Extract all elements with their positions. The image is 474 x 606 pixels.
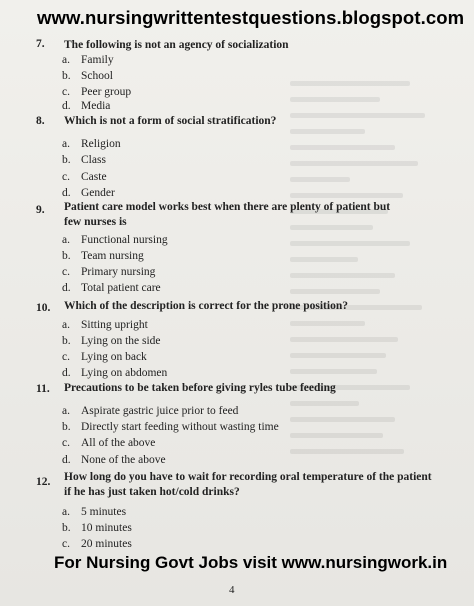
option: b. School [62, 70, 113, 82]
option: c. All of the above [62, 437, 156, 449]
option: b. Class [62, 154, 106, 166]
option: b. Lying on the side [62, 335, 161, 347]
question-text: How long do you have to wait for recording oral temperature of the patient if he has just taken hot/cold drinks? [64, 471, 432, 498]
question-number: 9. [36, 204, 45, 216]
option: d. Gender [62, 187, 115, 199]
option: b. Directly start feeding without wasting time [62, 421, 279, 433]
option: b. 10 minutes [62, 522, 132, 534]
option: a. Aspirate gastric juice prior to feed [62, 405, 239, 417]
show-through-text [290, 70, 440, 490]
option: c. 20 minutes [62, 538, 132, 550]
option: c. Lying on back [62, 351, 147, 363]
option: a. Religion [62, 138, 121, 150]
option: c. Peer group [62, 86, 132, 98]
option: d. None of the above [62, 454, 166, 466]
option: a. Functional nursing [62, 234, 168, 246]
option: a. 5 minutes [62, 506, 127, 518]
question-text: Precautions to be taken before giving ryles tube feeding [64, 382, 336, 394]
option: d. Lying on abdomen [62, 367, 168, 379]
option: d. Media [62, 100, 111, 112]
question-number: 8. [36, 115, 45, 127]
option: c. Primary nursing [62, 266, 156, 278]
option: a. Family [62, 54, 114, 66]
question-number: 7. [36, 38, 45, 50]
question-text: Which is not a form of social stratification? [64, 115, 277, 127]
question-text: The following is not an agency of socialization [64, 39, 289, 51]
option: b. Team nursing [62, 250, 144, 262]
question-number: 12. [36, 476, 51, 488]
question-number: 10. [36, 302, 51, 314]
question-text: Which of the description is correct for the prone position? [64, 300, 348, 312]
question-number: 11. [36, 383, 50, 395]
jobs-promo-banner[interactable]: For Nursing Govt Jobs visit www.nursingwork.in [54, 553, 448, 572]
option: d. Total patient care [62, 282, 161, 294]
site-url-banner[interactable]: www.nursingwrittentestquestions.blogspot.com [37, 7, 465, 28]
page-number: 4 [229, 584, 235, 596]
option: c. Caste [62, 171, 107, 183]
option: a. Sitting upright [62, 319, 148, 331]
question-text: Patient care model works best when there are plenty of patient but few nurses is [64, 201, 391, 228]
